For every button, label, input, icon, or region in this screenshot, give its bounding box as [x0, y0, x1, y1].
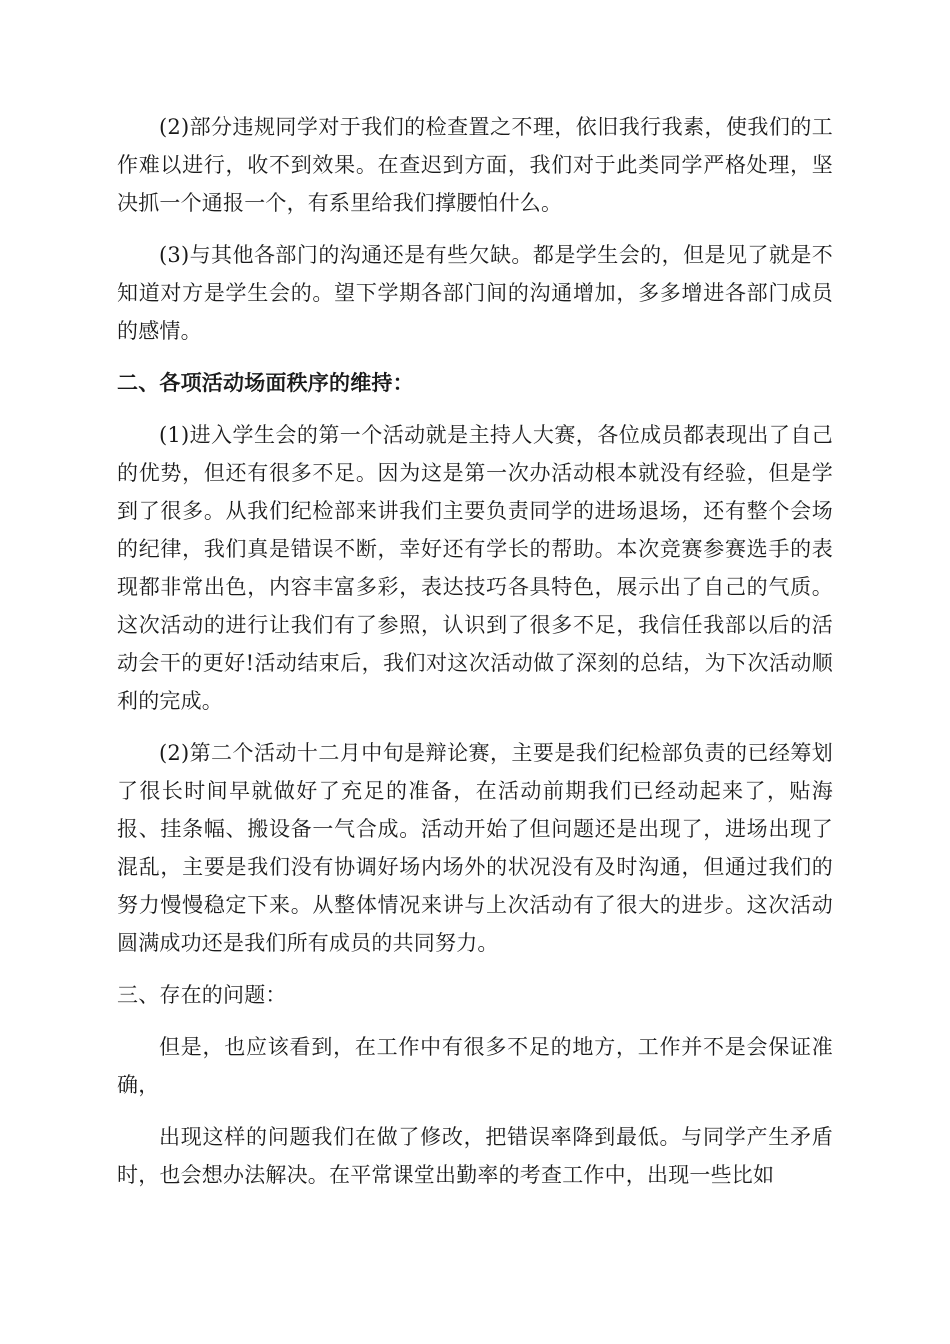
paragraph-problems-2: 出现这样的问题我们在做了修改，把错误率降到最低。与同学产生矛盾时，也会想办法解决。在平常课堂出勤率的考查工作中，出现一些比如: [117, 1125, 833, 1187]
section-heading-activities: 二、各项活动场面秩序的维持：: [117, 370, 414, 395]
paragraph-2-violations: (2)部分违规同学对于我们的检查置之不理，依旧我行我素，使我们的工作难以进行，收不到效果。在查迟到方面，我们对于此类同学严格处理，坚决抓一个通报一个，有系里给我们撑腰怕什么。: [117, 115, 833, 215]
paragraph-activity-2: (2)第二个活动十二月中旬是辩论赛，主要是我们纪检部负责的已经筹划了很长时间早就做好了充足的准备，在活动前期我们已经动起来了，贴海报、挂条幅、搬设备一气合成。活动开始了但问题还是出现了，进场出现了混乱，主要是我们没有协调好场内场外的状况没有及时沟通，但通过我们的努力慢慢稳定下来。从整体情况来讲与上次活动有了很大的进步。这次活动圆满成功还是我们所有成员的共同努力。: [117, 741, 833, 955]
paragraph-activity-1: (1)进入学生会的第一个活动就是主持人大赛，各位成员都表现出了自己的优势，但还有很多不足。因为这是第一次办活动根本就没有经验，但是学到了很多。从我们纪检部来讲我们主要负责同学的进场退场，还有整个会场的纪律，我们真是错误不断，幸好还有学长的帮助。本次竞赛参赛选手的表现都非常出色，内容丰富多彩，表达技巧各具特色，展示出了自己的气质。这次活动的进行让我们有了参照，认识到了很多不足，我信任我部以后的活动会干的更好!活动结束后，我们对这次活动做了深刻的总结，为下次活动顺利的完成。: [117, 423, 833, 713]
paragraph-3-communication: (3)与其他各部门的沟通还是有些欠缺。都是学生会的，但是见了就是不知道对方是学生会的。望下学期各部门间的沟通增加，多多增进各部门成员的感情。: [117, 243, 833, 343]
document-page: [117, 108, 833, 1208]
section-heading-problems: 三、存在的问题：: [117, 983, 287, 1007]
paragraph-problems-1: 但是，也应该看到，在工作中有很多不足的地方，工作并不是会保证准确，: [117, 1035, 833, 1097]
